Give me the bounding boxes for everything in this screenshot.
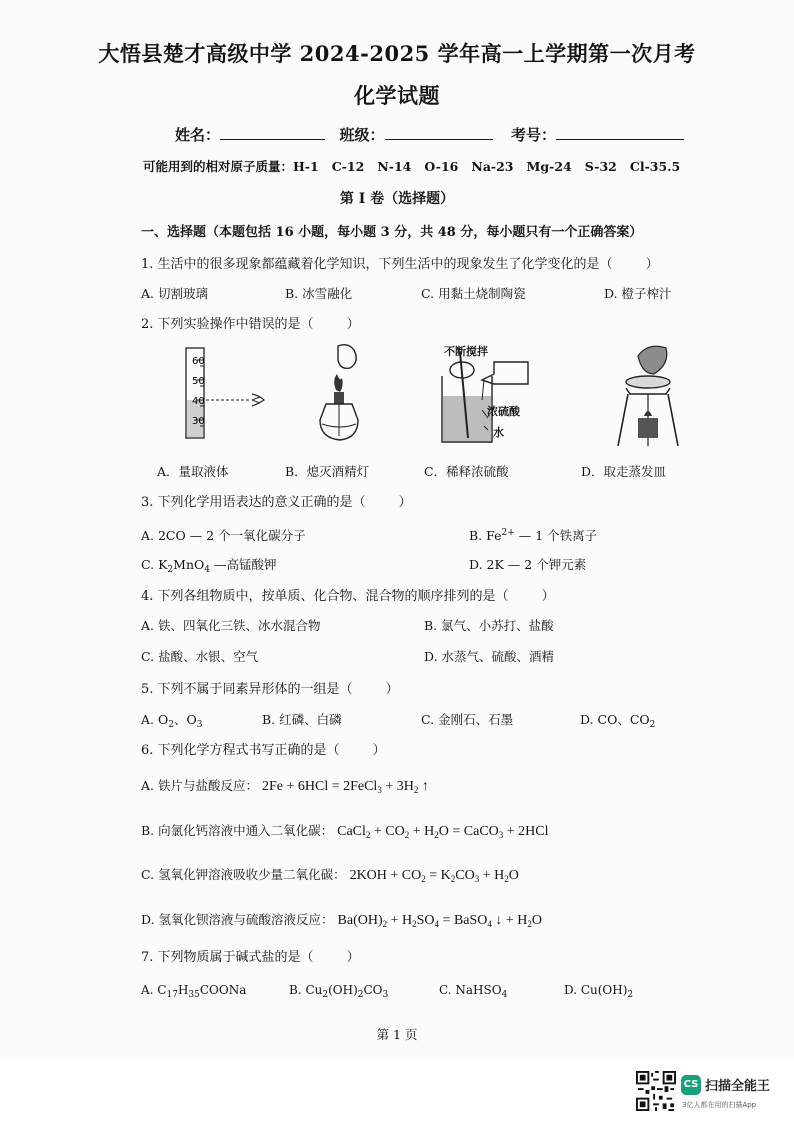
q2-stem: 2. 下列实验操作中错误的是（ ） (141, 317, 360, 332)
exam-title: 大悟县楚才高级中学 2024-2025 学年高一上学期第一次月考 (98, 41, 696, 66)
q7-stem: 7. 下列物质属于碱式盐的是（ ） (141, 950, 360, 965)
atomic-masses: 可能用到的相对原子质量：H-1 C-12 N-14 O-16 Na-23 Mg-24 S-32 Cl-35.5 (143, 159, 681, 174)
figure-alcohol-lamp (300, 340, 380, 450)
q7-option-d: D. $Cu(OH)_2$ (564, 983, 634, 1000)
q6-option-a: A. 铁片与盐酸反应： 2Fe + 6HCl = 2FeCl$_3$ + $3H_2$ ↑ (141, 778, 429, 795)
page-number: 第 1 页 (376, 1027, 418, 1042)
q5-stem: 5. 下列不属于同素异形体的一组是（ ） (141, 682, 399, 697)
q4-stem: 4. 下列各组物质中，按单质、化合物、混合物的顺序排列的是（ ） (141, 589, 555, 604)
name-blank (220, 125, 325, 140)
tick-60: 60 (192, 356, 205, 367)
q1-option-d: D. 橙子榨汁 (604, 286, 672, 301)
q5-option-b: B. 红磷、白磷 (262, 712, 342, 727)
q1-option-b: B. 冰雪融化 (285, 286, 353, 301)
stir-label: 不断搅拌 (444, 345, 488, 358)
q6-option-b: B. 向氯化钙溶液中通入二氧化碳： CaCl$_2$ + $CO_2 + H_2O$ = CaCO$_3$ + 2HCl (141, 823, 549, 840)
q5-option-a: A. $O_2$、$O_3$ (141, 712, 203, 730)
tick-40: 40 (192, 396, 205, 407)
water-label: 水 (493, 426, 504, 439)
q6-equation-c: $2KOH + CO_2 = K_2CO_3 + H_2O$ (349, 868, 519, 884)
class-label: 班级： (339, 126, 385, 144)
qr-code-icon (636, 1071, 676, 1111)
q3-option-b: B. $Fe^{2+}$ — 1 个铁离子 (469, 528, 598, 543)
figure-measuring-cylinder (178, 344, 278, 444)
exam-no-blank (556, 125, 684, 140)
q3-stem: 3. 下列化学用语表达的意义正确的是（ ） (141, 495, 412, 510)
q5-option-d: D. CO、$CO_2$ (580, 712, 656, 730)
q4-option-b: B. 氯气、小苏打、盐酸 (424, 618, 554, 633)
q3-option-d: D. 2K — 2 个钾元素 (469, 557, 587, 572)
q5-option-c: C. 金刚石、石墨 (421, 712, 514, 727)
q7-option-c: C. NaHSO$_4$ (439, 983, 508, 1000)
volume-heading: 第 I 卷（选择题） (339, 191, 455, 207)
q1-option-a: A. 切割玻璃 (141, 286, 208, 301)
figure-evaporating-dish (608, 334, 688, 454)
flame-icon (644, 411, 652, 416)
tick-50: 50 (192, 376, 205, 387)
mouth-icon (338, 345, 356, 369)
scanner-tagline: 3亿人都在用的扫描App (682, 1101, 757, 1109)
q6-equation-a: 2Fe + 6HCl = 2FeCl$_3$ + $3H_2$ ↑ (261, 779, 429, 795)
tick-30: 30 (192, 416, 205, 427)
q6-equation-b: CaCl$_2$ + $CO_2 + H_2O$ = CaCO$_3$ + 2HCl (337, 824, 549, 840)
eye-icon (252, 394, 264, 406)
class-blank (385, 125, 493, 140)
hand-icon (638, 346, 667, 374)
q2-option-a: A．量取液体 (157, 464, 229, 479)
acid-label: 浓硫酸 (487, 405, 520, 418)
q2-option-d: D．取走蒸发皿 (581, 464, 667, 479)
q7-option-b: B. $Cu_2(OH)_2CO_3$ (289, 983, 389, 1000)
exam-subtitle: 化学试题 (354, 83, 440, 108)
q1-stem: 1. 生活中的很多现象都蕴藏着化学知识，下列生活中的现象发生了化学变化的是（ ） (141, 257, 659, 272)
q6-equation-d: $Ba(OH)_2 + H_2SO_4$ = BaSO$_4$ ↓ + $H_2O$ (337, 913, 543, 929)
q2-option-c: C．稀释浓硫酸 (424, 464, 509, 479)
q1-option-c: C. 用黏土烧制陶瓷 (421, 286, 526, 301)
camscanner-logo-icon: CS (681, 1075, 701, 1095)
q6-option-d: D. 氢氧化钡溶液与硫酸溶液反应： $Ba(OH)_2 + H_2SO_4$ = BaSO$_4$ ↓ + $H_2O$ (141, 912, 543, 929)
q2-option-b: B．熄灭酒精灯 (285, 464, 370, 479)
section-one-heading: 一、选择题（本题包括 16 小题，每小题 3 分，共 48 分，每小题只有一个正确答案） (141, 225, 643, 240)
q3-option-c: C. $K_2MnO_4$ —高锰酸钾 (141, 557, 277, 575)
q7-option-a: A. $C_{17}H_{35}COONa$ (141, 983, 247, 1000)
name-label: 姓名： (175, 126, 221, 144)
q6-stem: 6. 下列化学方程式书写正确的是（ ） (141, 743, 386, 758)
scanner-app-name: 扫描全能王 (705, 1079, 771, 1094)
q4-option-c: C. 盐酸、水银、空气 (141, 649, 259, 664)
student-info-row (175, 124, 684, 145)
q4-option-a: A. 铁、四氧化三铁、冰水混合物 (141, 618, 321, 633)
q4-option-d: D. 水蒸气、硫酸、酒精 (424, 649, 555, 664)
q3-option-a: A. 2CO — 2 个一氧化碳分子 (141, 528, 306, 543)
flame-icon (334, 374, 342, 392)
q6-option-c: C. 氢氧化钾溶液吸收少量二氧化碳： $2KOH + CO_2 = K_2CO_3 + H_2O$ (141, 867, 519, 884)
exam-no-label: 考号： (510, 126, 556, 144)
